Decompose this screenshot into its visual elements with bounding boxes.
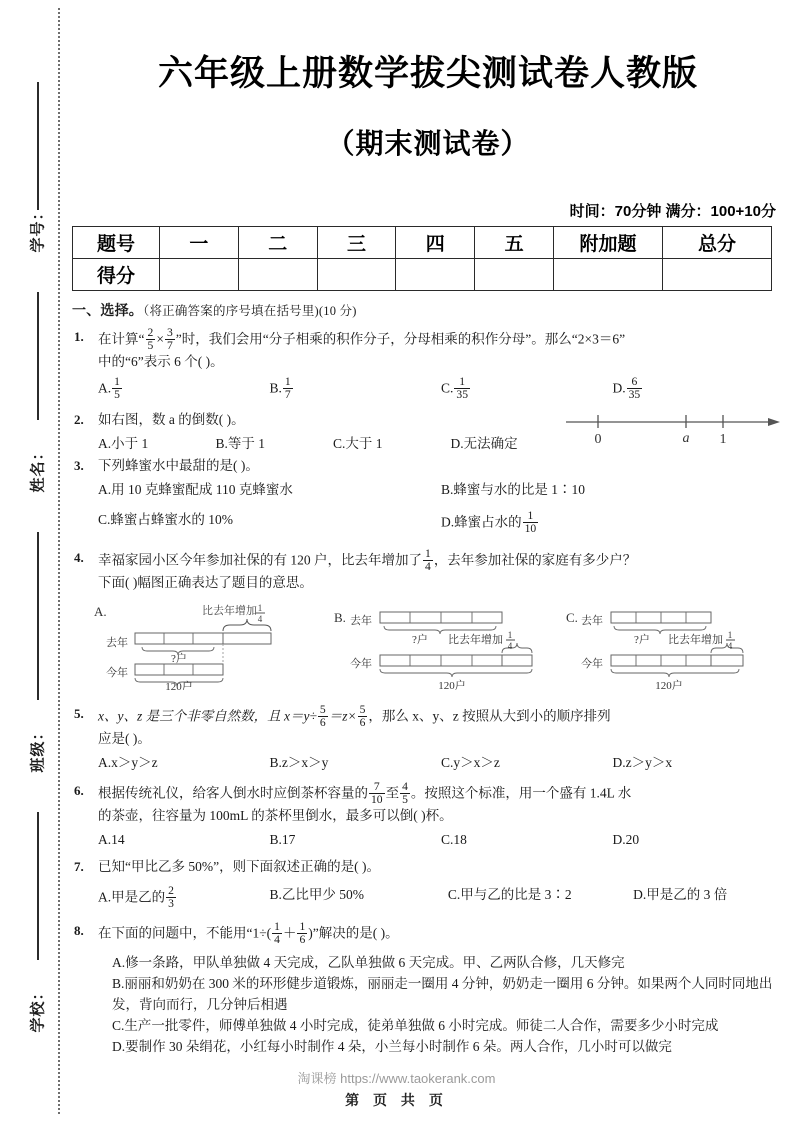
question-1-text-a: 在计算“ (98, 331, 145, 347)
score-table-value-row (73, 259, 772, 291)
question-1-option-d[interactable]: D. $\frac{6}{35}$ (612, 375, 641, 402)
question-8-number: 8. (74, 923, 84, 939)
question-8-options (98, 953, 784, 1058)
question-5-stem (98, 704, 784, 729)
question-7-number: 7. (74, 859, 84, 875)
question-1-frac-2: $\frac{3}{7}$ (166, 326, 173, 353)
score-table-col-total: 总分 (663, 227, 772, 259)
diagram-a-label: A. (94, 603, 107, 619)
question-7-stem: 已知“甲比乙多 50%”，则下面叙述正确的是( )。 (98, 859, 380, 875)
number-line-tick-0: 0 (594, 432, 602, 448)
question-8-text-b: )”解决的是( )。 (308, 925, 399, 941)
question-5-text-c: 应是( )。 (98, 730, 151, 746)
question-3-option-b[interactable]: B.蜂蜜与水的比是 1∶10 (441, 482, 586, 498)
diagram-a-brace-top-label: 比去年增加 (202, 604, 257, 617)
question-5-options (98, 753, 784, 773)
question-1-stem (98, 327, 784, 352)
question-4-number: 4. (74, 549, 84, 565)
score-table-col-4: 四 (396, 227, 475, 259)
svg-text:4: 4 (727, 640, 733, 651)
question-6-options (98, 830, 784, 850)
question-3-option-c[interactable]: C.蜂蜜占蜂蜜水的 10% (98, 511, 234, 527)
question-8-text-a: 在下面的问题中，不能用“1÷( (98, 925, 272, 941)
question-4-diagram-b[interactable] (332, 598, 564, 697)
question-6-option-d[interactable]: D.20 (612, 831, 640, 847)
question-6-mid: 至 (385, 785, 400, 801)
exam-page (72, 0, 784, 1122)
margin-rule-3 (37, 532, 39, 700)
question-2 (72, 410, 784, 454)
question-6-text-a: 根据传统礼仪，给客人倒水时应倒茶杯容量的 (98, 785, 368, 801)
margin-rule-1 (37, 82, 39, 210)
question-2-options (98, 434, 568, 454)
diagram-a-row-2-label: 今年 (106, 666, 128, 679)
diagram-b-mid-label: ?户 (412, 633, 428, 646)
question-7-options (98, 885, 784, 910)
page-title: 六年级上册数学拔尖测试卷人教版 (157, 54, 698, 93)
question-5-frac-1: $\frac{5}{6}$ (319, 702, 326, 729)
section-heading-note: （将正确答案的序号填在括号里)(10 分) (143, 304, 357, 318)
question-7-option-c[interactable]: C.甲与乙的比是 3∶2 (447, 887, 572, 903)
diagram-b-row-2-label: 今年 (350, 657, 372, 670)
question-1-option-a[interactable]: A. $\frac{1}{5}$ (98, 375, 120, 402)
question-6-frac-1: $\frac{7}{10}$ (371, 779, 383, 806)
question-2-number: 2. (74, 412, 84, 428)
question-5 (72, 704, 784, 773)
question-6-option-c[interactable]: C.18 (441, 831, 467, 847)
diagram-c-svg (564, 598, 776, 690)
question-5-number: 5. (74, 705, 84, 721)
number-line-tick-1: 1 (719, 432, 727, 448)
diagram-b-svg (332, 598, 564, 690)
option-a-frac: $\frac{1}{5}$ (114, 375, 120, 402)
score-table-row-label-0: 题号 (73, 227, 160, 259)
question-5-text-b: ，那么 x、y、z 按照从大到小的顺序排列 (368, 707, 611, 723)
diagram-a-svg (92, 598, 332, 690)
question-1-options (98, 376, 784, 401)
question-7-option-a-frac: $\frac{2}{3}$ (168, 884, 174, 911)
question-6-text-c: 的茶壶，往容量为 100mL 的茶杯里倒水，最多可以倒( )杯。 (98, 808, 453, 824)
score-table-col-3: 三 (317, 227, 396, 259)
margin-dotted-line (58, 8, 60, 1114)
option-c-frac: $\frac{1}{35}$ (456, 375, 468, 402)
svg-text:1: 1 (507, 629, 513, 640)
diagram-c-mid-label-2: 比去年增加 (668, 633, 723, 646)
diagram-c-mid-label: ?户 (634, 633, 650, 646)
option-b-frac: $\frac{1}{7}$ (284, 375, 291, 402)
question-7-option-a[interactable]: A.甲是乙的 $\frac{2}{3}$ (98, 884, 174, 911)
question-2-option-a[interactable]: A.小于 1 (98, 436, 149, 452)
score-cell-2[interactable] (238, 259, 317, 291)
question-4-diagram-c[interactable] (564, 598, 776, 697)
question-1-text-c: 中的“6”表示 6 个( )。 (98, 354, 224, 370)
margin-rule-2 (37, 292, 39, 420)
diagram-a-bottom-label: 120户 (165, 680, 193, 690)
question-5-option-d[interactable]: D.z＞y＞x (612, 754, 673, 770)
diagram-a-mid-label: ?户 (171, 652, 187, 665)
question-5-text-a: x、y、z 是三个非零自然数，且 x＝y÷ (98, 707, 317, 723)
question-3-stem: 下列蜂蜜水中最甜的是( )。 (98, 458, 259, 474)
question-1-option-c[interactable]: C. $\frac{1}{35}$ (441, 375, 468, 402)
question-6 (72, 781, 784, 850)
question-7 (72, 857, 784, 910)
footer-page-number: 第 页 共 页 (345, 1092, 448, 1108)
section-heading-lead: 一、选择。 (72, 304, 143, 319)
question-5-option-b[interactable]: B.z＞x＞y (269, 754, 329, 770)
question-2-stem: 如右图，数 a 的倒数( )。 (98, 412, 245, 428)
question-4 (72, 548, 784, 697)
question-2-option-d[interactable]: D.无法确定 (450, 436, 518, 452)
question-2-option-c[interactable]: C.大于 1 (333, 436, 383, 452)
question-3-option-d-frac: $\frac{1}{10}$ (524, 508, 537, 535)
question-6-frac-2: $\frac{4}{5}$ (402, 779, 408, 806)
question-5-frac-2: $\frac{5}{6}$ (359, 702, 366, 729)
question-1-option-b[interactable]: B. $\frac{1}{7}$ (269, 375, 291, 402)
page-subtitle: （期末测试卷） (326, 128, 530, 159)
question-6-number: 6. (74, 782, 84, 798)
question-6-option-b[interactable]: B.17 (269, 831, 296, 847)
diagram-a-row-1-label: 去年 (106, 636, 128, 649)
question-1 (72, 327, 784, 401)
question-8-frac-1: $\frac{1}{4}$ (274, 920, 280, 947)
diagram-b-row-1-label: 去年 (350, 614, 372, 627)
question-1-mid: × (156, 331, 164, 347)
question-6-text-b: 。按照这个标准，用一个盛有 1.4L 水 (410, 785, 632, 801)
score-cell-3[interactable] (317, 259, 396, 291)
diagram-c-bottom-label: 120户 (655, 679, 683, 690)
question-1-frac-1: $\frac{2}{5}$ (147, 326, 154, 353)
diagram-b-mid-label-2: 比去年增加 (448, 633, 503, 646)
diagram-b-bottom-label: 120户 (438, 679, 466, 690)
question-4-text-a: 幸福家园小区今年参加社保的有 120 户，比去年增加了 (98, 551, 422, 567)
score-table-header-row (73, 227, 772, 259)
question-8-option-d[interactable]: D.要制作 30 朵绢花，小红每小时制作 4 朵，小兰每小时制作 6 朵。两人合作，几小时可以做完 (112, 1039, 672, 1055)
number-line-tick-a: a (682, 431, 690, 447)
score-cell-total[interactable] (663, 259, 772, 291)
number-line-svg (560, 404, 782, 448)
question-8-option-a[interactable]: A.修一条路，甲队单独做 4 天完成，乙队单独做 6 天完成。甲、乙两队合修，几天修完 (112, 955, 625, 971)
question-8-option-b[interactable]: B.丽丽和奶奶在 300 米的环形健步道锻炼，丽丽走一圈用 4 分钟，奶奶走一圈用 6 分钟。如果两个人同时同地出发，背向而行，几分钟后相遇 (112, 976, 773, 1013)
question-4-diagram-a[interactable] (92, 598, 332, 697)
question-3-option-a[interactable]: A.用 10 克蜂蜜配成 110 克蜂蜜水 (98, 482, 293, 498)
question-5-option-a[interactable]: A.x＞y＞z (98, 754, 158, 770)
question-6-stem (98, 781, 784, 806)
diagram-b-label: B. (334, 609, 346, 625)
question-5-option-c[interactable]: C.y＞x＞z (441, 754, 500, 770)
margin-label-school: 学校： (29, 984, 47, 1033)
question-8-frac-2: $\frac{1}{6}$ (299, 920, 306, 947)
section-heading (72, 300, 784, 320)
question-8-option-c[interactable]: C.生产一批零件，师傅单独做 4 小时完成，徒弟单独做 6 小时完成。师徒二人合作，需要多少小时完成 (112, 1018, 719, 1034)
score-cell-bonus[interactable] (554, 259, 663, 291)
question-4-text-c: 下面( )幅图正确表达了题目的意思。 (98, 574, 313, 590)
margin-label-class: 班级： (29, 724, 47, 773)
margin-label-student-id: 学号： (29, 204, 47, 253)
question-5-mid: ＝z× (328, 707, 357, 723)
question-4-stem (98, 548, 784, 573)
score-cell-1[interactable] (160, 259, 239, 291)
diagram-c-row-1-label: 去年 (581, 614, 603, 627)
question-1-number: 1. (74, 329, 84, 344)
question-3-options-row-2 (98, 510, 784, 535)
score-cell-4[interactable] (396, 259, 475, 291)
exam-meta: 时间：70分钟 满分：100+10分 (569, 203, 776, 220)
question-3-options-row-1 (98, 480, 784, 500)
margin-label-name: 姓名： (29, 444, 47, 493)
diagram-c-label: C. (566, 609, 578, 625)
question-8-stem (98, 921, 784, 946)
question-8-mid: ＋ (282, 925, 297, 941)
score-table-col-1: 一 (160, 227, 239, 259)
score-table (72, 226, 772, 291)
footer-url: 淘课榜 https://www.taokerank.com (297, 1071, 496, 1086)
question-4-diagrams (92, 598, 784, 697)
diagram-c-row-2-label: 今年 (581, 657, 603, 670)
svg-text:4: 4 (507, 640, 513, 651)
svg-text:1: 1 (257, 602, 263, 613)
score-table-col-5: 五 (475, 227, 554, 259)
score-cell-5[interactable] (475, 259, 554, 291)
number-line-figure (560, 404, 782, 448)
question-4-text-b: ，去年参加社保的家庭有多少户？ (433, 551, 637, 567)
question-1-text-b: ”时，我们会用“分子相乘的积作分子，分母相乘的积作分母”。那么“2×3＝6” (175, 331, 626, 347)
question-6-option-a[interactable]: A.14 (98, 831, 125, 847)
option-d-frac: $\frac{6}{35}$ (628, 375, 641, 402)
margin-rule-4 (37, 812, 39, 960)
score-table-col-bonus: 附加题 (554, 227, 663, 259)
question-7-option-d[interactable]: D.甲是乙的 3 倍 (633, 887, 728, 903)
question-4-frac: $\frac{1}{4}$ (425, 546, 431, 573)
question-7-option-b[interactable]: B.乙比甲少 50% (269, 887, 365, 903)
svg-text:4: 4 (257, 613, 263, 624)
question-8 (72, 921, 784, 1058)
question-3-option-d[interactable]: D.蜂蜜占水的 $\frac{1}{10}$ (441, 508, 537, 535)
question-3 (72, 456, 784, 534)
question-2-option-b[interactable]: B.等于 1 (215, 436, 266, 452)
score-table-row-label-1: 得分 (73, 259, 160, 291)
question-3-number: 3. (74, 458, 84, 474)
score-table-col-2: 二 (238, 227, 317, 259)
svg-text:1: 1 (727, 629, 733, 640)
